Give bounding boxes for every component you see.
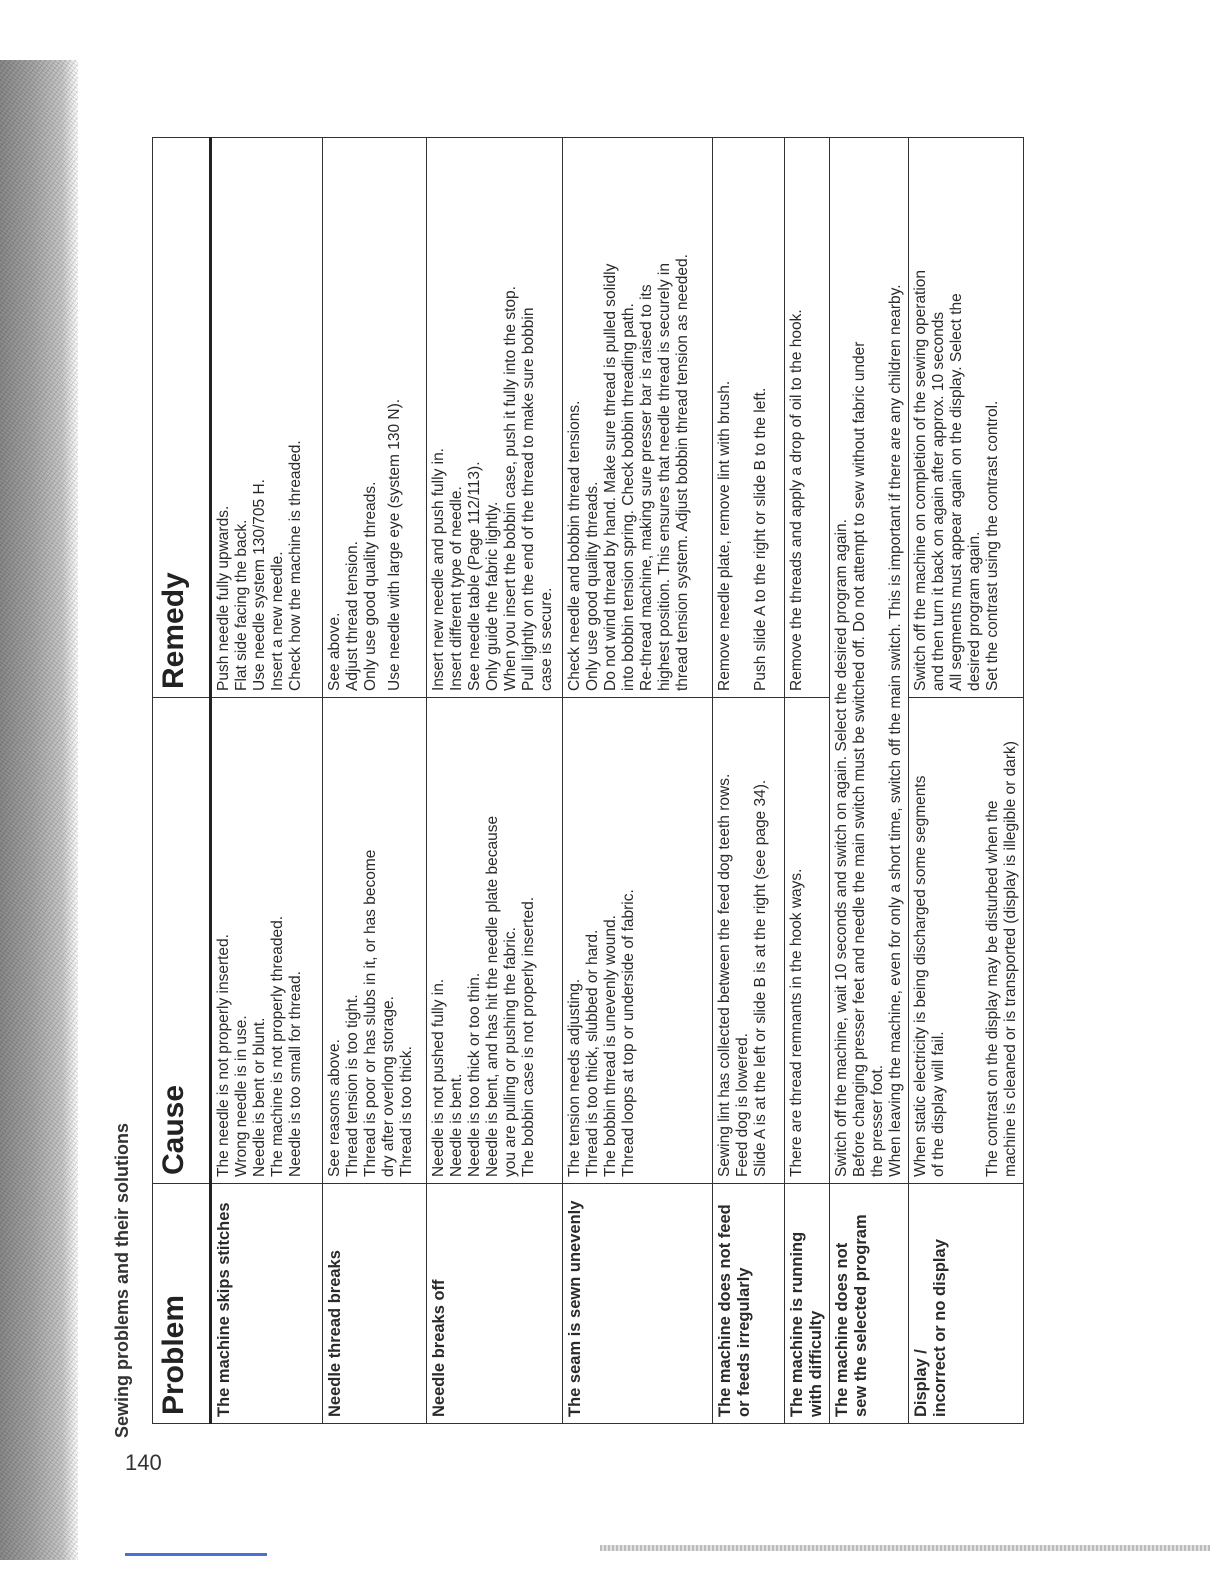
remedy-line: Only guide the fabric lightly. <box>484 501 501 691</box>
problem-cell <box>713 1184 785 1424</box>
cause-line: Thread loops at top or underside of fabric. <box>620 889 637 1177</box>
remedy-line: Push needle fully upwards. <box>215 505 232 691</box>
troubleshooting-table <box>152 137 1024 1424</box>
combined-line: When leaving the machine, even for only a short time, switch off the main switch. This is important if there are any children nearby. <box>887 284 904 1177</box>
remedy-line: thread tension system. Adjust bobbin thread tension as needed. <box>674 254 691 691</box>
cause-line: There are thread remnants in the hook ways. <box>788 868 805 1177</box>
remedy-line: Only use good quality threads. <box>362 481 379 691</box>
section-heading: Sewing problems and their solutions <box>112 1122 132 1438</box>
problem-text: with difficulty <box>807 1310 825 1417</box>
table-row <box>785 138 830 1424</box>
remedy-line: highest position. This ensures that needle thread is securely in <box>656 263 673 691</box>
problem-text: The machine is running <box>788 1231 806 1417</box>
problem-text: sew the selected program <box>852 1214 870 1417</box>
problem-cell <box>323 1184 427 1424</box>
cause-cell <box>211 698 323 1184</box>
remedy-cell <box>713 138 785 698</box>
table-header-row <box>153 138 211 1424</box>
problem-text: Needle thread breaks <box>326 1250 344 1417</box>
remedy-line: Insert new needle and push fully in. <box>430 448 447 691</box>
cause-line: dry after overlong storage. <box>380 996 397 1177</box>
remedy-line: Push slide A to the right or slide B to the left. <box>752 387 769 691</box>
page-number: 140 <box>125 1450 162 1475</box>
cause-line: Feed dog is lowered. <box>734 1033 751 1177</box>
cause-line: Thread is too thick, slubbed or hard. <box>584 929 601 1177</box>
remedy-cell <box>563 138 713 698</box>
remedy-line: Switch off the machine on completion of the sewing operation <box>912 269 929 691</box>
remedy-line: Use needle system 130/705 H. <box>251 479 268 691</box>
problem-text: Needle breaks off <box>430 1279 448 1417</box>
cause-line: machine is cleaned or is transported (display is illegible or dark) <box>1002 741 1019 1177</box>
remedy-spacer <box>734 144 752 691</box>
remedy-line: case is secure. <box>538 587 555 691</box>
remedy-line: Check how the machine is threaded. <box>287 440 304 691</box>
column-header-remedy: Remedy <box>153 138 211 698</box>
remedy-line: Adjust thread tension. <box>344 541 361 691</box>
problem-text: The machine does not feed <box>716 1204 734 1417</box>
remedy-cell <box>427 138 563 698</box>
cause-cell <box>427 698 563 1184</box>
remedy-line: Check needle and bobbin thread tensions. <box>566 400 583 691</box>
remedy-line: and then turn it back on again after approx. 10 seconds <box>930 311 947 691</box>
remedy-line: Pull lightly on the end of the thread to make sure bobbin <box>520 307 537 691</box>
scan-edge-artifact <box>600 1545 1210 1551</box>
cause-cell <box>323 698 427 1184</box>
table-row <box>909 138 1024 1424</box>
combined-line: the presser foot. <box>869 1064 886 1177</box>
cause-line: See reasons above. <box>326 1039 343 1177</box>
problem-cell <box>211 1184 323 1424</box>
cause-line: Needle is bent. <box>448 1073 465 1177</box>
column-header-cause: Cause <box>153 698 211 1184</box>
cause-line: Needle is too thick or too thin. <box>466 972 483 1177</box>
combined-line: Before changing presser feet and needle the main switch must be switched off. Do not attempt to sew without fabric under <box>851 341 868 1177</box>
cause-cell <box>785 698 830 1184</box>
cause-cell <box>909 698 1024 1184</box>
remedy-line: Insert different type of needle. <box>448 486 465 691</box>
cause-line: The tension needs adjusting. <box>566 978 583 1177</box>
cause-line: Sewing lint has collected between the feed dog teeth rows. <box>716 773 733 1177</box>
column-header-problem: Problem <box>153 1184 211 1424</box>
cause-cell <box>713 698 785 1184</box>
remedy-line: Only use good quality threads. <box>584 481 601 691</box>
problem-cell <box>563 1184 713 1424</box>
cause-line: Thread is too thick. <box>398 1046 415 1177</box>
table-row <box>323 138 427 1424</box>
cause-line: The machine is not properly threaded. <box>269 915 286 1177</box>
problem-cell <box>427 1184 563 1424</box>
cause-line: When static electricity is being discharged some segments <box>912 775 929 1177</box>
cause-line: The needle is not properly inserted. <box>215 934 232 1177</box>
cause-spacer <box>948 704 966 1177</box>
problem-text: or feeds irregularly <box>735 1267 753 1417</box>
cause-cell <box>563 698 713 1184</box>
remedy-line: See needle table (Page 112/113). <box>466 461 483 691</box>
cause-line: The bobbin case is not properly inserted. <box>520 896 537 1177</box>
remedy-cell <box>211 138 323 698</box>
cause-spacer <box>966 704 984 1177</box>
problem-text: The seam is sewn unevenly <box>566 1200 584 1417</box>
cause-line: Thread is poor or has slubs in it, or has become <box>362 849 379 1177</box>
remedy-line: All segments must appear again on the display. Select the <box>948 293 965 691</box>
remedy-line: Use needle with large eye (system 130 N). <box>386 398 403 691</box>
cause-line: The bobbin thread is unevenly wound. <box>602 915 619 1177</box>
scanned-spine-shadow <box>0 60 78 1560</box>
remedy-line: into bobbin tension spring. Check bobbin threading path. <box>620 303 637 691</box>
problem-text: The machine skips stitches <box>215 1202 233 1417</box>
cause-line: Needle is too small for thread. <box>287 971 304 1177</box>
remedy-line: Do not wind thread by hand. Make sure thread is pulled solidly <box>602 263 619 691</box>
problem-cell <box>785 1184 830 1424</box>
table-row <box>563 138 713 1424</box>
cause-line: The contrast on the display may be disturbed when the <box>984 800 1001 1177</box>
rotated-page-content <box>112 138 1019 1438</box>
remedy-line: desired program again. <box>966 531 983 691</box>
table-row <box>211 138 323 1424</box>
remedy-cell <box>785 138 830 698</box>
remedy-line: Remove needle plate, remove lint with brush. <box>716 380 733 691</box>
cause-line: Needle is not pushed fully in. <box>430 978 447 1177</box>
remedy-cell <box>323 138 427 698</box>
remedy-line: See above. <box>326 612 343 691</box>
cause-line: Wrong needle is in use. <box>233 1015 250 1177</box>
cause-line: you are pulling or pushing the fabric. <box>502 927 519 1177</box>
cause-line: Slide A is at the left or slide B is at the right (see page 34). <box>752 779 769 1177</box>
combined-cell <box>830 138 909 1184</box>
remedy-line: Re-thread machine, making sure presser bar is raised to its <box>638 284 655 691</box>
remedy-line: When you insert the bobbin case, push it fully into the stop. <box>502 286 519 691</box>
problem-text: incorrect or no display <box>931 1239 949 1417</box>
table-row <box>713 138 785 1424</box>
problem-text: The machine does not <box>833 1242 851 1417</box>
table-row <box>427 138 563 1424</box>
remedy-line: Flat side facing the back. <box>233 519 250 691</box>
cause-line: Needle is bent, and has hit the needle plate because <box>484 815 501 1177</box>
table-row <box>830 138 909 1424</box>
problem-cell <box>830 1184 909 1424</box>
remedy-cell <box>909 138 1024 698</box>
problem-cell <box>909 1184 1024 1424</box>
combined-line: Switch off the machine, wait 10 seconds and switch on again. Select the desired program again. <box>833 519 850 1177</box>
remedy-line: Remove the threads and apply a drop of oil to the hook. <box>788 309 805 691</box>
cause-line: Thread tension is too tight. <box>344 994 361 1177</box>
cause-line: of the display will fail. <box>930 1031 947 1177</box>
cause-line: Needle is bent or blunt. <box>251 1017 268 1177</box>
problem-text: Display / <box>912 1349 930 1417</box>
scan-blue-mark <box>125 1553 267 1556</box>
remedy-line: Insert a new needle. <box>269 551 286 691</box>
remedy-line: Set the contrast using the contrast control. <box>984 400 1001 691</box>
